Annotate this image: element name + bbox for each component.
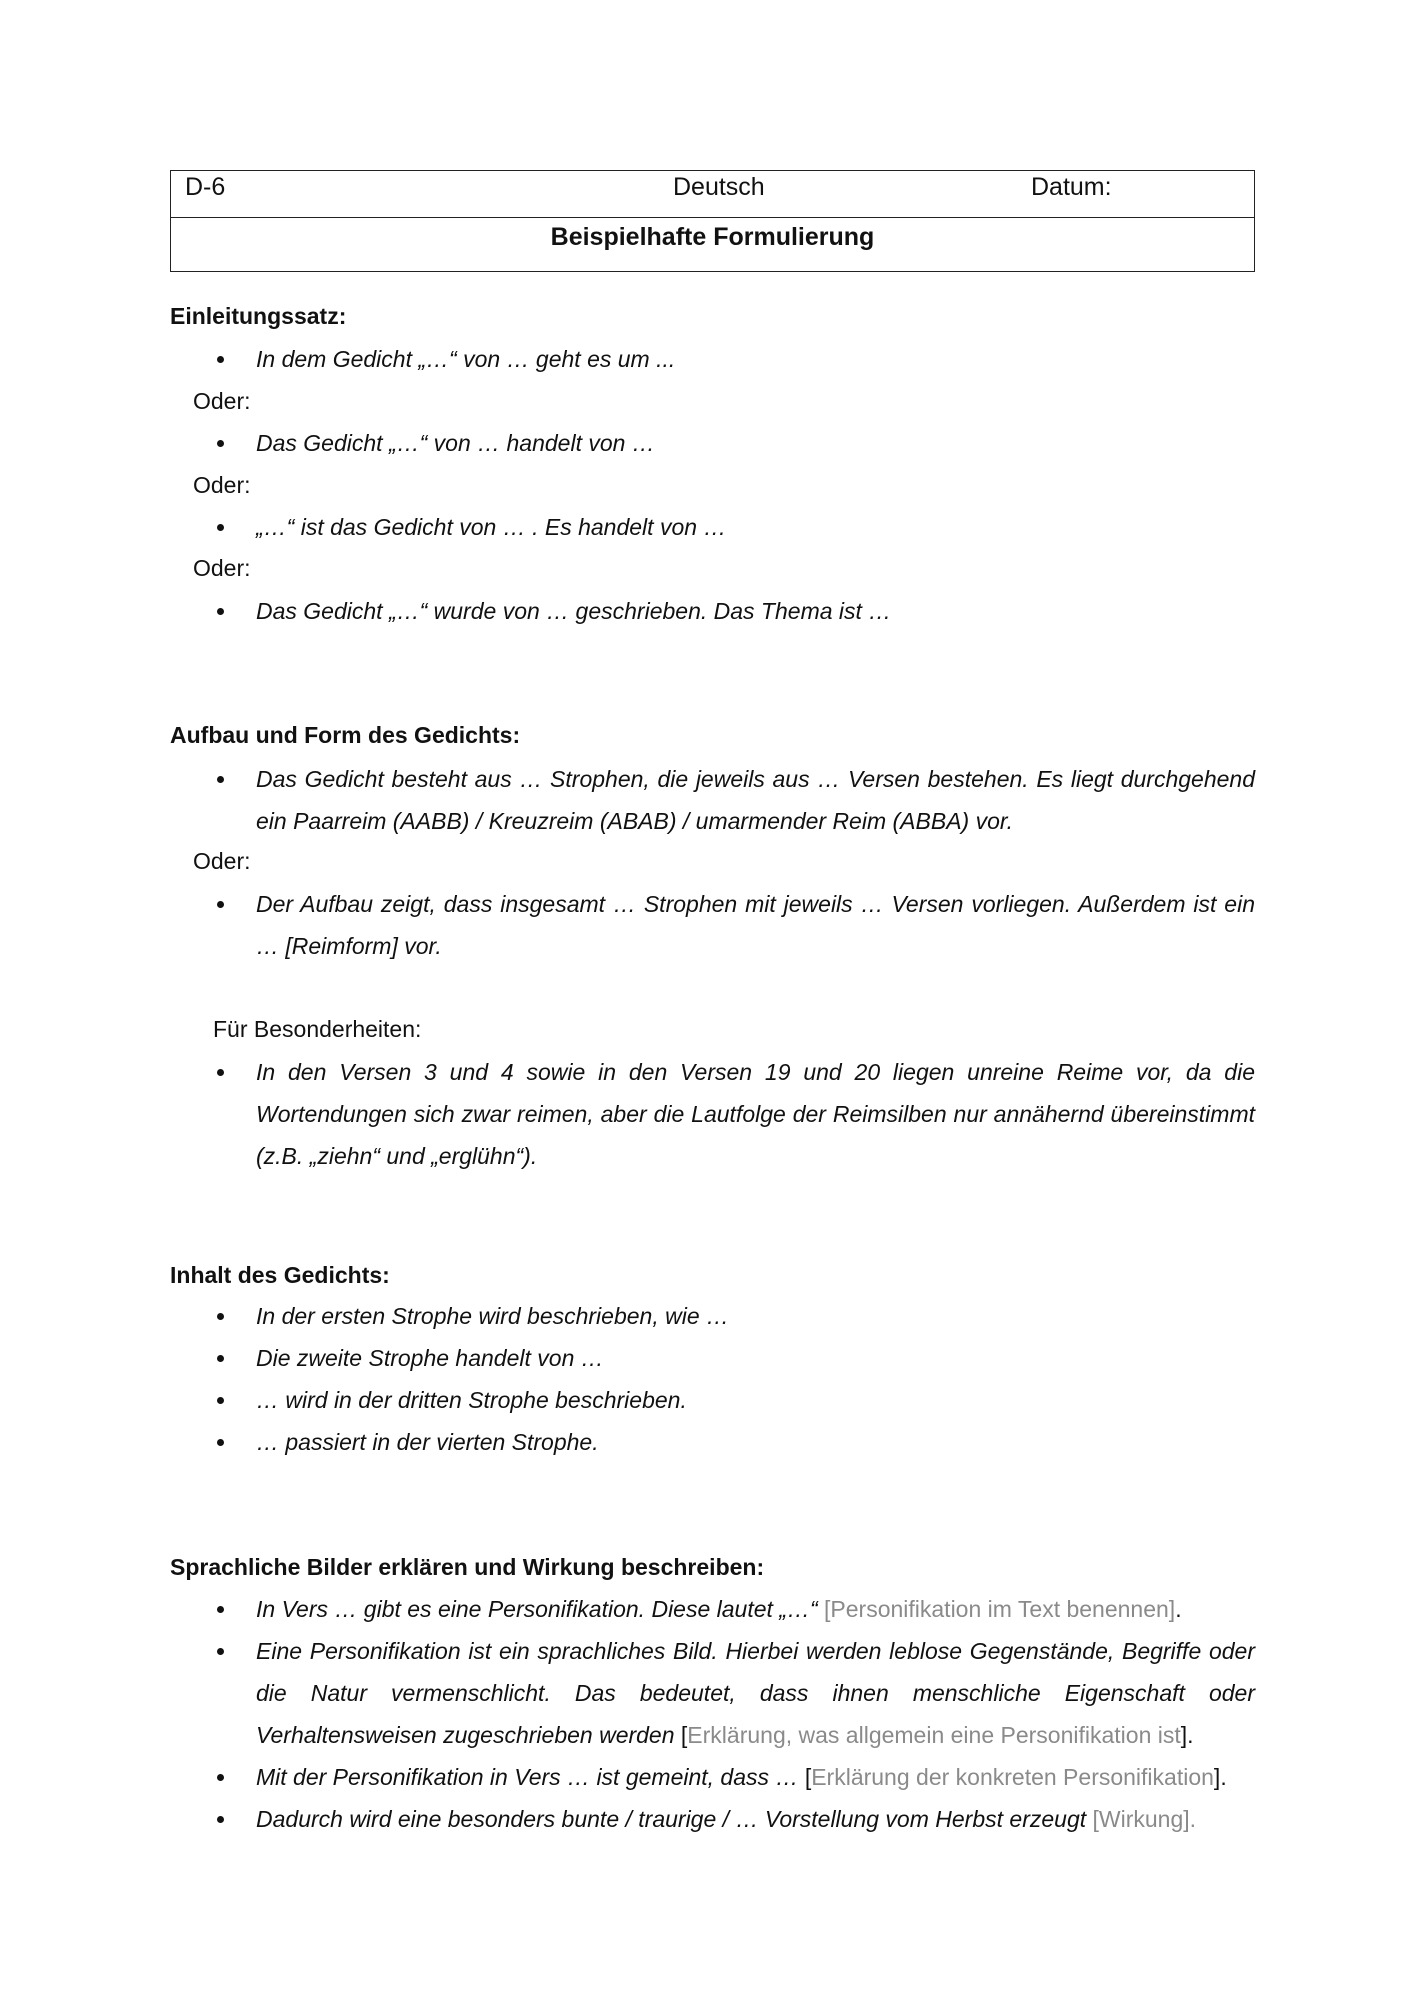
oder-label: Oder: bbox=[193, 472, 251, 498]
hint-text: Erklärung der konkreten Personifikation bbox=[811, 1764, 1214, 1790]
list-item: In dem Gedicht „…“ von … geht es um ... bbox=[213, 338, 1255, 380]
hint-text: [Wirkung]. bbox=[1092, 1806, 1197, 1832]
bullet-icon bbox=[217, 1606, 224, 1613]
list-item: In Vers … gibt es eine Personifikation. Diese lautet „…“ [Personifikation im Text benennen]. bbox=[213, 1588, 1255, 1630]
note-besonderheiten: Für Besonderheiten: bbox=[213, 1016, 422, 1042]
oder-label: Oder: bbox=[193, 555, 251, 581]
section-title-aufbau: Aufbau und Form des Gedichts: bbox=[170, 722, 521, 748]
bullet-icon bbox=[217, 1439, 224, 1446]
list-item: … wird in der dritten Strophe beschrieben. bbox=[213, 1379, 1255, 1421]
subject-label: Deutsch bbox=[673, 173, 765, 201]
oder-label: Oder: bbox=[193, 848, 251, 874]
bullet-icon bbox=[217, 1816, 224, 1823]
list-item: Die zweite Strophe handelt von … bbox=[213, 1337, 1255, 1379]
list-item: In den Versen 3 und 4 sowie in den Versen 19 und 20 liegen unreine Reime vor, da die Wortendungen sich zwar reimen, aber die Lautfolge der Reimsilben nur annähernd übereinstimmt (z.B. „ziehn“ und „erglühn“). bbox=[213, 1051, 1255, 1177]
header-table bbox=[170, 170, 1255, 272]
section-title-inhalt: Inhalt des Gedichts: bbox=[170, 1262, 390, 1288]
bullet-icon bbox=[217, 776, 224, 783]
header-row bbox=[171, 171, 1254, 218]
bullet-icon bbox=[217, 440, 224, 447]
section-title-bilder: Sprachliche Bilder erklären und Wirkung beschreiben: bbox=[170, 1554, 765, 1580]
bullet-icon bbox=[217, 1648, 224, 1655]
bullet-icon bbox=[217, 608, 224, 615]
hint-text: [Personifikation im Text benennen] bbox=[824, 1596, 1176, 1622]
list-item: Eine Personifikation ist ein sprachliches Bild. Hierbei werden leblose Gegenstände, Begriffe oder die Natur vermenschlicht. Das bedeutet, dass ihnen menschliche Eigenschaft oder Verhaltensweisen zugeschrieben werden [Erklärung, was allgemein eine Personifikation ist]. bbox=[213, 1630, 1255, 1756]
hint-text: Erklärung, was allgemein eine Personifikation ist bbox=[687, 1722, 1181, 1748]
list-item: Mit der Personifikation in Vers … ist gemeint, dass … [Erklärung der konkreten Personifikation]. bbox=[213, 1756, 1255, 1798]
date-label: Datum: bbox=[1031, 173, 1112, 201]
bullet-icon bbox=[217, 1355, 224, 1362]
bullet-icon bbox=[217, 524, 224, 531]
bullet-icon bbox=[217, 1774, 224, 1781]
bullet-icon bbox=[217, 901, 224, 908]
bullet-icon bbox=[217, 1397, 224, 1404]
list-item: Das Gedicht besteht aus … Strophen, die jeweils aus … Versen bestehen. Es liegt durchgehend ein Paarreim (AABB) / Kreuzreim (ABAB) / umarmender Reim (ABBA) vor. bbox=[213, 758, 1255, 842]
worksheet-title: Beispielhafte Formulierung bbox=[550, 223, 875, 251]
oder-label: Oder: bbox=[193, 388, 251, 414]
bullet-icon bbox=[217, 356, 224, 363]
bullet-icon bbox=[217, 1313, 224, 1320]
list-item: Das Gedicht „…“ wurde von … geschrieben. Das Thema ist … bbox=[213, 590, 1255, 632]
list-item: Das Gedicht „…“ von … handelt von … bbox=[213, 422, 1255, 464]
bullet-icon bbox=[217, 1069, 224, 1076]
list-item: In der ersten Strophe wird beschrieben, wie … bbox=[213, 1295, 1255, 1337]
list-item: Der Aufbau zeigt, dass insgesamt … Strophen mit jeweils … Versen vorliegen. Außerdem ist ein … [Reimform] vor. bbox=[213, 883, 1255, 967]
list-item: Dadurch wird eine besonders bunte / traurige / … Vorstellung vom Herbst erzeugt [Wirkung]. bbox=[213, 1798, 1255, 1840]
worksheet-code: D-6 bbox=[185, 173, 226, 201]
list-item: … passiert in der vierten Strophe. bbox=[213, 1421, 1255, 1463]
section-title-einleitung: Einleitungssatz: bbox=[170, 303, 347, 329]
list-item: „…“ ist das Gedicht von … . Es handelt von … bbox=[213, 506, 1255, 548]
